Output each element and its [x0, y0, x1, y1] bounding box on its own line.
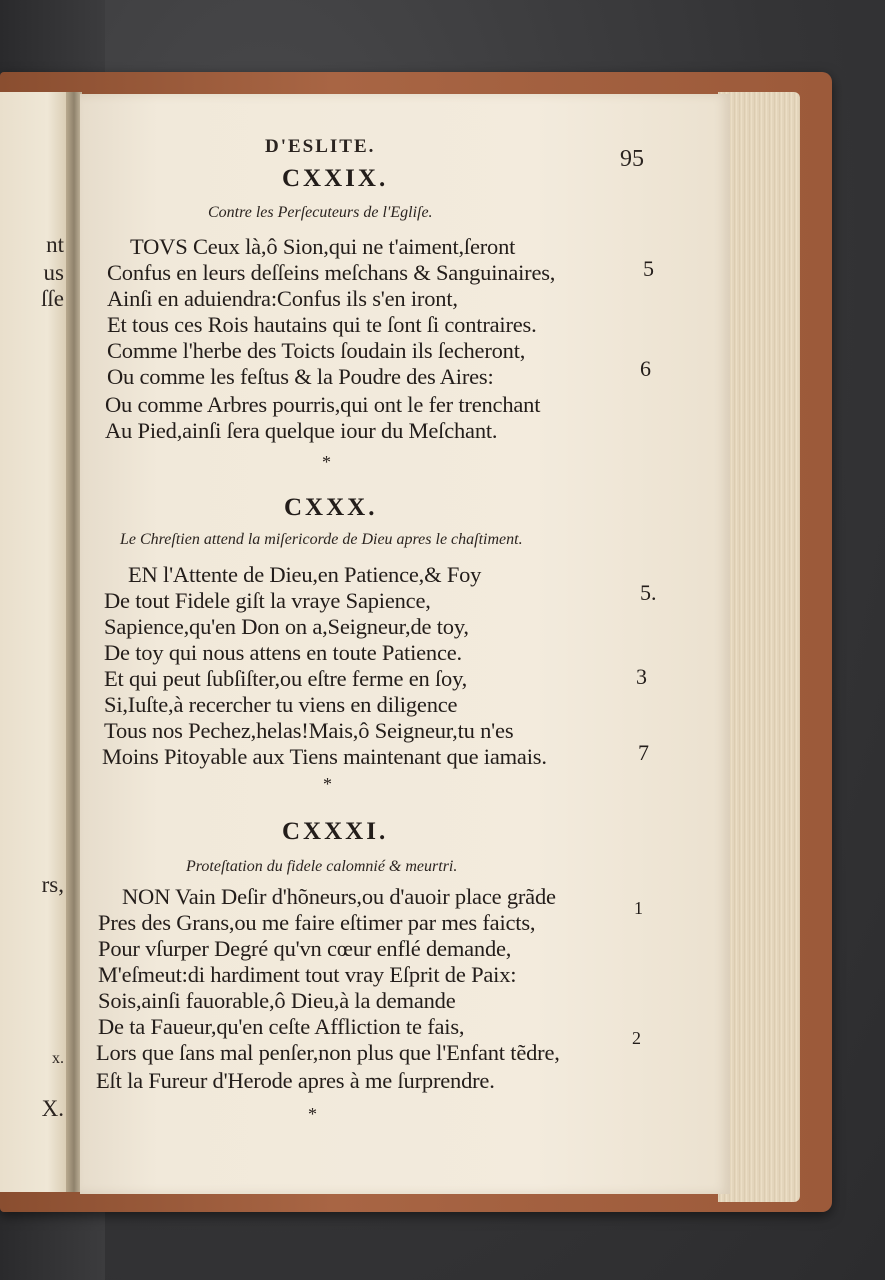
left-page [0, 92, 68, 1192]
verse-number: 5 [643, 256, 654, 281]
verse-number: 2 [632, 1028, 641, 1048]
verse-line: Sois,ainſi fauorable,ô Dieu,à la demande [98, 988, 456, 1013]
psalm-subtitle: Contre les Perſecuteurs de l'Egliſe. [208, 204, 433, 221]
left-page-fragment: X. [41, 1096, 64, 1121]
verse-line: De tout Fidele giſt la vraye Sapience, [104, 588, 431, 613]
verse-line: Et tous ces Rois hautains qui te ſont ſi contraires. [107, 312, 537, 337]
page-edges [718, 92, 800, 1202]
verse-line: M'eſmeut:di hardiment tout vray Eſprit de Paix: [98, 962, 517, 987]
verse-line: Au Pied,ainſi ſera quelque iour du Meſchant. [105, 418, 498, 443]
psalm-title: CXXX. [284, 494, 378, 521]
verse-line: TOVS Ceux là,ô Sion,qui ne t'aiment,ſeront [130, 234, 516, 259]
verse-line: Pres des Grans,ou me faire eſtimer par mes faicts, [98, 910, 536, 935]
left-page-fragment: ſſe [41, 286, 64, 311]
verse-line: NON Vain Deſir d'hõneurs,ou d'auoir place grãde [122, 884, 556, 909]
verse-line: De ta Faueur,qu'en ceſte Affliction te fais, [98, 1014, 465, 1039]
verse-line: Comme l'herbe des Toicts ſoudain ils ſecheront, [107, 338, 526, 363]
verse-line: Ainſi en aduiendra:Confus ils s'en iront, [107, 286, 458, 311]
verse-number: 7 [638, 740, 649, 765]
left-page-fragment: rs, [41, 872, 64, 897]
verse-line: Et qui peut ſubſiſter,ou eſtre ferme en ſoy, [104, 666, 468, 691]
verse-number: 3 [636, 664, 647, 689]
verse-line: Si,Iuſte,à recercher tu viens en diligence [104, 692, 458, 717]
psalm-subtitle: Le Chreſtien attend la miſericorde de Dieu apres le chaſtiment. [120, 531, 523, 548]
verse-line: Pour vſurper Degré qu'vn cœur enflé demande, [98, 936, 512, 961]
verse-number: 1 [634, 898, 643, 918]
verse-number: 5. [640, 580, 657, 605]
verse-line: Sapience,qu'en Don on a,Seigneur,de toy, [104, 614, 469, 639]
psalm-subtitle: Proteſtation du fidele calomnié & meurtri. [186, 858, 458, 875]
verse-line: Tous nos Pechez,helas!Mais,ô Seigneur,tu n'es [104, 718, 514, 743]
verse-line: Ou comme Arbres pourris,qui ont le fer trenchant [105, 392, 541, 417]
verse-line: De toy qui nous attens en toute Patience. [104, 640, 462, 665]
psalm-title: CXXIX. [282, 165, 389, 192]
verse-line: Lors que ſans mal penſer,non plus que l'Enfant tẽdre, [96, 1040, 560, 1065]
verse-number: 6 [640, 356, 651, 381]
verse-line: EN l'Attente de Dieu,en Patience,& Foy [128, 562, 482, 587]
left-page-fragment: x. [52, 1050, 64, 1067]
ornament-icon: * [322, 452, 331, 472]
left-page-fragment: nt [46, 232, 64, 257]
verse-line: Moins Pitoyable aux Tiens maintenant que iamais. [102, 744, 547, 769]
verse-line: Ou comme les feſtus & la Poudre des Aires: [107, 364, 494, 389]
page-number: 95 [620, 146, 644, 172]
ornament-icon: * [323, 774, 332, 794]
left-page-fragment: us [43, 260, 64, 285]
verse-line: Confus en leurs deſſeins meſchans & Sanguinaires, [107, 260, 556, 285]
psalm-title: CXXXI. [282, 818, 389, 845]
ornament-icon: * [308, 1104, 317, 1124]
verse-line: Eſt la Fureur d'Herode apres à me ſurprendre. [96, 1068, 495, 1093]
running-head: D'ESLITE. [265, 136, 376, 157]
